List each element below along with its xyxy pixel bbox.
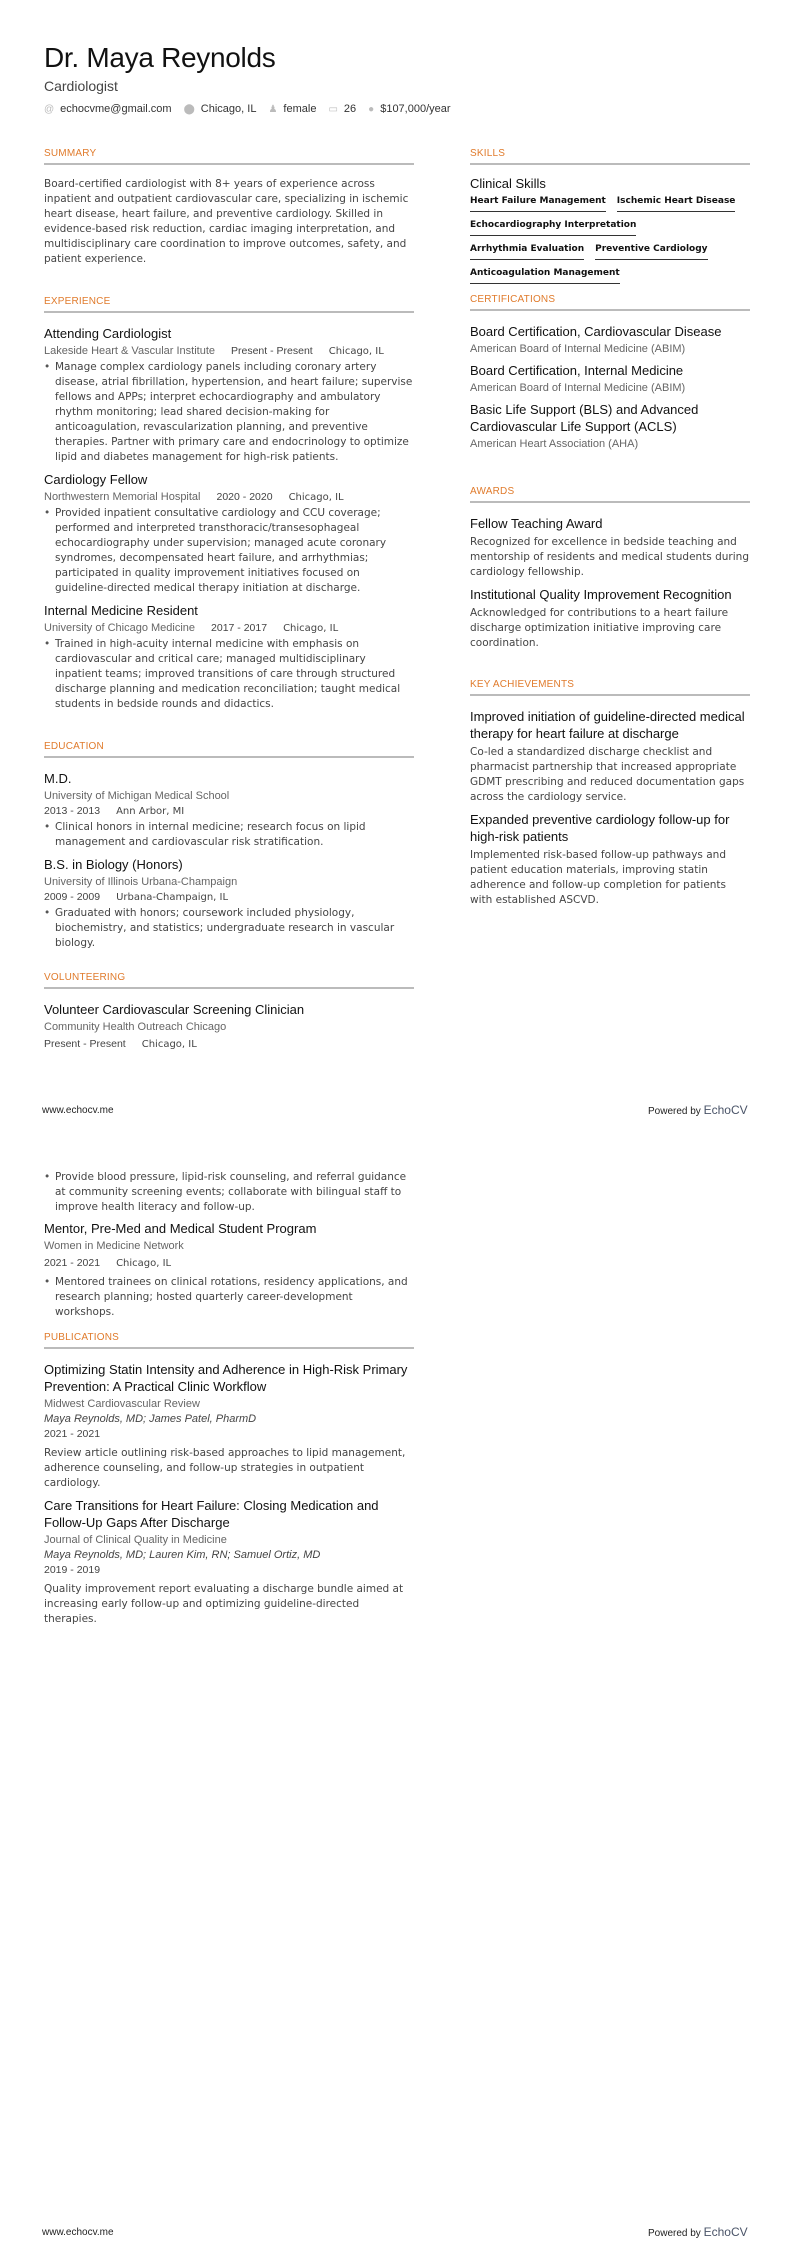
cert-issuer: American Heart Association (AHA) <box>470 438 639 450</box>
job-title: Cardiology Fellow <box>44 472 148 487</box>
volunteer-title: Mentor, Pre-Med and Medical Student Program <box>44 1221 317 1236</box>
experience-section <box>44 296 414 718</box>
publication-item <box>44 1497 414 1627</box>
job-title: Attending Cardiologist <box>44 326 172 341</box>
certifications-section <box>470 294 750 453</box>
skill-tag: Ischemic Heart Disease <box>617 196 736 212</box>
skill-tag: Echocardiography Interpretation <box>470 220 636 236</box>
award-name: Institutional Quality Improvement Recognition <box>470 587 732 602</box>
section-heading: SKILLS <box>470 148 750 165</box>
school: University of Illinois Urbana-Champaign <box>44 876 238 888</box>
contact-bar <box>44 103 451 115</box>
skill-tag: Arrhythmia Evaluation <box>470 244 584 260</box>
location: Urbana-Champaign, IL <box>116 891 229 903</box>
achievement-desc: Implemented risk-based follow-up pathways and patient education materials, improving statin adherence and follow-up completion for patients with established ASCVD. <box>470 849 727 906</box>
bullet: • Provide blood pressure, lipid-risk counseling, and referral guidance at community screening events; collaborate with bilingual staff to improve health literacy and follow-up. <box>44 1170 414 1215</box>
summary-text: Board-certified cardiologist with 8+ years of experience across inpatient and outpatient cardiovascular care, specializing in ischemic heart disease, heart failure, and preventive cardiology. Skilled in evidence-based risk reduction, cardiac imaging interpretation, and multidisciplinary care coordination to improve outcomes, safety, and patient experience. <box>44 178 409 265</box>
bullet: • Graduated with honors; coursework included physiology, biochemistry, and statistics; undergraduate research in vascular biology. <box>44 906 414 951</box>
education-item <box>44 770 414 850</box>
dates: 2019 - 2019 <box>44 1564 101 1576</box>
organization: Community Health Outreach Chicago <box>44 1021 227 1033</box>
cert-name: Board Certification, Internal Medicine <box>470 363 684 378</box>
degree: B.S. in Biology (Honors) <box>44 857 183 872</box>
experience-item <box>44 602 414 712</box>
contact-location: ⬤ Chicago, IL <box>183 103 257 115</box>
bullet: • Manage complex cardiology panels including coronary artery disease, atrial fibrillation, hypertension, and heart failure; supervise fellows and APPs; interpret echocardiography and ambulatory rhythm monitoring; lead shared decision-making for anticoagulation, revascularization planning, and preventive therapies. Partner with primary care and endocrinology to optimize lipid and diabetes management for high-risk patients. <box>44 360 414 465</box>
volunteering-continued <box>44 1170 414 1326</box>
employer: University of Chicago Medicine <box>44 622 196 634</box>
section-heading: SUMMARY <box>44 148 414 165</box>
person-icon: ♟ <box>268 104 278 115</box>
dates: 2017 - 2017 <box>211 622 268 634</box>
brand-logo: EchoCV <box>703 1103 748 1117</box>
skill-tag: Anticoagulation Management <box>470 268 620 284</box>
publication-title: Care Transitions for Heart Failure: Closing Medication and Follow-Up Gaps After Discharge <box>44 1498 379 1530</box>
contact-salary: ● $107,000/year <box>368 103 451 115</box>
bullet: • Mentored trainees on clinical rotations, residency applications, and research planning; hosted quarterly career-development workshops. <box>44 1275 414 1320</box>
section-heading: CERTIFICATIONS <box>470 294 750 311</box>
publication-item <box>44 1361 414 1491</box>
summary-section <box>44 148 414 267</box>
bullet: • Trained in high-acuity internal medicine with emphasis on cardiovascular and critical care; managed multidisciplinary inpatient teams; improved transitions of care through structured discharge planning and medication reconciliation; taught medical students in bedside rounds and didactics. <box>44 637 414 712</box>
section-heading: AWARDS <box>470 486 750 503</box>
location-pin-icon: ⬤ <box>183 104 195 115</box>
publication-desc: Review article outlining risk-based approaches to lipid management, adherence counseling, and follow-up strategies in outpatient cardiology. <box>44 1447 406 1489</box>
cert-issuer: American Board of Internal Medicine (ABIM) <box>470 343 686 355</box>
dates: 2013 - 2013 <box>44 805 101 817</box>
volunteering-section <box>44 972 414 1053</box>
section-heading: KEY ACHIEVEMENTS <box>470 679 750 696</box>
footer-url[interactable]: www.echocv.me <box>42 1105 114 1116</box>
employer: Northwestern Memorial Hospital <box>44 491 201 503</box>
location: Chicago, IL <box>288 491 344 503</box>
dates: 2009 - 2009 <box>44 891 101 903</box>
education-item <box>44 856 414 951</box>
skill-tag: Preventive Cardiology <box>595 244 707 260</box>
volunteer-title: Volunteer Cardiovascular Screening Clinician <box>44 1002 305 1017</box>
dates: Present - Present <box>44 1038 126 1050</box>
experience-item <box>44 325 414 465</box>
location: Chicago, IL <box>328 345 384 357</box>
location: Ann Arbor, MI <box>116 805 185 817</box>
section-heading: VOLUNTEERING <box>44 972 414 989</box>
volunteer-item <box>44 1220 414 1320</box>
award-desc: Acknowledged for contributions to a heart failure discharge optimization initiative improving care coordination. <box>470 607 729 649</box>
dates: Present - Present <box>231 345 313 357</box>
powered-by[interactable]: Powered by EchoCV <box>648 2225 748 2239</box>
award-desc: Recognized for excellence in bedside teaching and mentorship of residents and medical students during cardiology fellowship. <box>470 536 749 578</box>
cert-issuer: American Board of Internal Medicine (ABIM) <box>470 382 686 394</box>
contact-email[interactable]: @ echocvme@gmail.com <box>44 103 172 115</box>
authors: Maya Reynolds, MD; Lauren Kim, RN; Samuel Ortiz, MD <box>44 1549 321 1561</box>
dates: 2020 - 2020 <box>216 491 273 503</box>
at-icon: @ <box>44 104 55 115</box>
candidate-name: Dr. Maya Reynolds <box>44 42 276 73</box>
publication-desc: Quality improvement report evaluating a discharge bundle aimed at increasing early follow-up and optimizing guideline-directed therapies. <box>44 1583 404 1625</box>
calendar-icon: ▭ <box>328 104 338 115</box>
achievements-section <box>470 679 750 914</box>
dates: 2021 - 2021 <box>44 1257 101 1269</box>
achievement-desc: Co-led a standardized discharge checklist and pharmacist partnership that increased appropriate GDMT prescribing and reduced documentation gaps across the cardiology service. <box>470 746 745 803</box>
experience-item <box>44 471 414 596</box>
skills-section <box>470 148 750 284</box>
degree: M.D. <box>44 771 72 786</box>
education-section <box>44 741 414 957</box>
dates: 2021 - 2021 <box>44 1428 101 1440</box>
skill-tag: Heart Failure Management <box>470 196 606 212</box>
section-heading: EXPERIENCE <box>44 296 414 313</box>
cert-name: Board Certification, Cardiovascular Disease <box>470 324 722 339</box>
skill-list <box>470 196 750 284</box>
contact-gender: ♟ female <box>268 103 317 115</box>
powered-by[interactable]: Powered by EchoCV <box>648 1103 748 1117</box>
achievement-name: Improved initiation of guideline-directed medical therapy for heart failure at discharge <box>470 709 745 741</box>
publications-section <box>44 1332 414 1633</box>
footer-url[interactable]: www.echocv.me <box>42 2227 114 2238</box>
job-title: Cardiologist <box>44 78 118 94</box>
award-name: Fellow Teaching Award <box>470 516 603 531</box>
contact-age: ▭ 26 <box>328 103 357 115</box>
location: Chicago, IL <box>116 1257 172 1269</box>
location: Chicago, IL <box>283 622 339 634</box>
journal: Midwest Cardiovascular Review <box>44 1398 200 1410</box>
job-title: Internal Medicine Resident <box>44 603 198 618</box>
skill-group: Clinical Skills <box>470 176 546 191</box>
publication-title: Optimizing Statin Intensity and Adherence in High-Risk Primary Prevention: A Practical Clinic Workflow <box>44 1362 408 1394</box>
organization: Women in Medicine Network <box>44 1240 184 1252</box>
section-heading: EDUCATION <box>44 741 414 758</box>
journal: Journal of Clinical Quality in Medicine <box>44 1534 227 1546</box>
bullet: • Clinical honors in internal medicine; research focus on lipid management and cardiovascular risk stratification. <box>44 820 414 850</box>
section-heading: PUBLICATIONS <box>44 1332 414 1349</box>
awards-section <box>470 486 750 657</box>
money-icon: ● <box>368 104 375 115</box>
school: University of Michigan Medical School <box>44 790 230 802</box>
achievement-name: Expanded preventive cardiology follow-up for high-risk patients <box>470 812 730 844</box>
employer: Lakeside Heart & Vascular Institute <box>44 345 215 357</box>
location: Chicago, IL <box>141 1038 197 1050</box>
bullet: • Provided inpatient consultative cardiology and CCU coverage; performed and interpreted transthoracic/transesophageal echocardiography under supervision; managed acute coronary syndromes, decompensated heart failure, and arrhythmias; participated in quality improvement initiatives focused on guideline-directed medical therapy initiation at discharge. <box>44 506 414 596</box>
authors: Maya Reynolds, MD; James Patel, PharmD <box>44 1413 257 1425</box>
brand-logo: EchoCV <box>703 2225 748 2239</box>
cert-name: Basic Life Support (BLS) and Advanced Cardiovascular Life Support (ACLS) <box>470 402 699 434</box>
